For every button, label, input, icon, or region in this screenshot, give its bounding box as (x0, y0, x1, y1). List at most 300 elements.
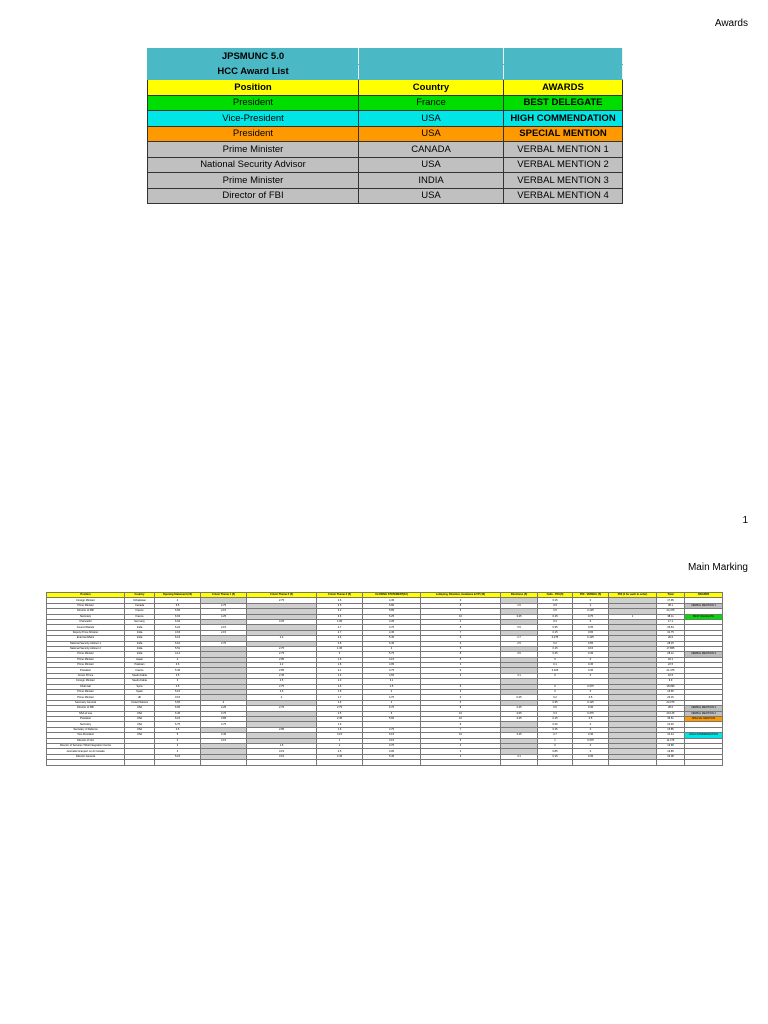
marking-cell: 2.75 (247, 684, 317, 689)
marking-cell: 2.15 (201, 609, 247, 614)
marking-cell: Director of CIA (47, 738, 125, 743)
award-position-cell: Vice-President (148, 111, 359, 127)
marking-cell: India (125, 641, 155, 646)
marking-cell: 0.3 (538, 619, 573, 624)
marking-cell: 2.6 (317, 636, 363, 641)
award-country-cell: USA (359, 111, 504, 127)
marking-cell: Germany (125, 619, 155, 624)
marking-cell: 0.35 (573, 625, 609, 630)
award-row (148, 157, 623, 173)
marking-cell: Council Rebels (47, 625, 125, 630)
award-name-cell: VERBAL MENTION 4 (504, 188, 623, 204)
marking-cell: 2.85 (247, 657, 317, 662)
marking-cell: 3 (421, 754, 501, 759)
marking-cell: 4.95 (363, 663, 421, 668)
award-row (148, 188, 623, 204)
marking-cell: 19.85 (657, 749, 685, 754)
marking-cell: 8 (421, 652, 501, 657)
marking-cell: 3.1 (501, 754, 538, 759)
page-header-awards: Awards (714, 18, 748, 29)
marking-cell: 3 (421, 598, 501, 603)
marking-cell: 1.45 (317, 646, 363, 651)
marking-cell: 0.3 (538, 711, 573, 716)
award-position-cell: President (148, 126, 359, 142)
marking-cell: 8 (421, 625, 501, 630)
marking-col-header: Country (125, 593, 155, 598)
marking-cell: 5 (421, 657, 501, 662)
marking-cell: 1.5 (317, 657, 363, 662)
marking-cell: 28.15 (657, 641, 685, 646)
marking-cell: 23.275 (657, 700, 685, 705)
marking-cell: BEST DELEGATE (685, 614, 723, 619)
marking-cell: 0.45 (573, 706, 609, 711)
marking-cell: 6.5 (155, 603, 201, 608)
marking-cell: 0.25 (501, 695, 538, 700)
marking-cell: 1 (609, 614, 657, 619)
marking-cell: 0.35 (538, 700, 573, 705)
marking-cell: 2.1 (317, 668, 363, 673)
marking-cell: Crown Prince (47, 673, 125, 678)
marking-cell: 3.65 (501, 711, 538, 716)
marking-cell: Prime Minister (47, 695, 125, 700)
marking-cell: 8 (421, 706, 501, 711)
marking-cell: Japan (125, 657, 155, 662)
marking-cell: 4.5 (155, 684, 201, 689)
marking-cell: 18.1 (657, 657, 685, 662)
marking-cell: 10 (421, 711, 501, 716)
marking-cell: 0.75 (573, 614, 609, 619)
marking-cell: 0.375 (573, 711, 609, 716)
marking-cell: 0 (573, 727, 609, 732)
marking-cell: 18.095 (657, 684, 685, 689)
marking-cell: VERBAL MENTION 2 (685, 711, 723, 716)
marking-col-header: Position (47, 593, 125, 598)
marking-cell: 0.5 (573, 716, 609, 721)
marking-cell: 3.5 (501, 652, 538, 657)
award-title-row-2 (148, 64, 623, 80)
marking-cell: 0.5 (573, 695, 609, 700)
marking-cell: 0 (538, 657, 573, 662)
marking-cell: 5.45 (155, 668, 201, 673)
marking-cell: 4.75 (363, 727, 421, 732)
marking-cell: 3.15 (247, 749, 317, 754)
marking-cell: 1.5 (501, 603, 538, 608)
marking-cell: 0.35 (538, 625, 573, 630)
marking-cell: 5 (421, 636, 501, 641)
marking-cell: VERBAL MENTION 3 (685, 652, 723, 657)
award-title-row-1 (148, 49, 623, 65)
marking-cell: 0.375 (573, 738, 609, 743)
marking-cell: India (125, 636, 155, 641)
marking-cell: 4.45 (363, 598, 421, 603)
marking-col-header: AWARDS (685, 593, 723, 598)
marking-cell: 4 (421, 743, 501, 748)
award-position-cell: Prime Minister (148, 142, 359, 158)
marking-cell: 0.125 (573, 700, 609, 705)
marking-cell: 20.15 (657, 695, 685, 700)
marking-cell: 6.65 (155, 609, 201, 614)
marking-cell: 17.865 (657, 646, 685, 651)
marking-cell: 3.25 (247, 619, 317, 624)
marking-cell: National Security Adviser 2 (47, 646, 125, 651)
marking-cell: 31.75 (657, 630, 685, 635)
marking-cell (47, 760, 125, 765)
marking-cell: 6.45 (155, 711, 201, 716)
marking-cell: 2.45 (317, 754, 363, 759)
marking-cell: 3 (155, 738, 201, 743)
marking-cell: 2.75 (201, 641, 247, 646)
marking-cell (573, 760, 609, 765)
marking-cell: 10 (421, 614, 501, 619)
marking-cell: 2.75 (317, 706, 363, 711)
marking-cell: 2 (155, 743, 201, 748)
marking-cell: 3 (155, 749, 201, 754)
marking-cell: 1.3 (317, 679, 363, 684)
marking-cell: 3.15 (247, 754, 317, 759)
marking-cell (501, 760, 538, 765)
marking-cell: 1.6 (317, 700, 363, 705)
marking-cell: 0.45 (573, 652, 609, 657)
award-country-cell: USA (359, 188, 504, 204)
marking-cell: 1.8 (317, 663, 363, 668)
marking-cell: 2.75 (247, 598, 317, 603)
marking-cell: 2.5 (317, 711, 363, 716)
marking-cell: 38.1 (657, 603, 685, 608)
marking-cell: 6 (421, 700, 501, 705)
marking-cell: 17.1 (657, 619, 685, 624)
marking-cell: 0.325 (538, 668, 573, 673)
marking-cell: 6 (421, 641, 501, 646)
marking-cell: 2.7 (317, 625, 363, 630)
marking-cell: 2.45 (247, 673, 317, 678)
marking-cell: HIGH COMMENDATION (685, 733, 723, 738)
marking-cell: 0 (538, 743, 573, 748)
marking-cell: 35.61 (657, 716, 685, 721)
marking-cell: 3.6 (317, 614, 363, 619)
page-number: 1 (742, 515, 748, 526)
marking-cell: 6 (421, 609, 501, 614)
marking-cell: 0.15 (538, 614, 573, 619)
marking-cell: 2.75 (247, 652, 317, 657)
marking-cell: 5.15 (155, 690, 201, 695)
marking-cell: 2.7 (317, 630, 363, 635)
marking-cell: 0.15 (538, 754, 573, 759)
marking-cell: 4.5 (363, 684, 421, 689)
marking-cell: 28.12 (657, 652, 685, 657)
marking-cell: 24.475 (657, 609, 685, 614)
marking-cell: 3.25 (501, 733, 538, 738)
marking-cell: India (125, 630, 155, 635)
award-country-cell: INDIA (359, 173, 504, 189)
marking-cell: 5 (421, 646, 501, 651)
marking-cell: 5 (421, 668, 501, 673)
marking-cell: 4.45 (363, 630, 421, 635)
marking-cell: 2.5 (247, 690, 317, 695)
marking-cell (538, 760, 573, 765)
marking-cell: 2.15 (201, 738, 247, 743)
marking-cell: 4 (363, 690, 421, 695)
marking-col-header: Opening Statement (10) (155, 593, 201, 598)
marking-cell: 0.85 (538, 749, 573, 754)
marking-cell: 0.275 (538, 636, 573, 641)
marking-cell: 2.8 (317, 641, 363, 646)
marking-cell: 0.7 (538, 733, 573, 738)
main-marking-table (46, 592, 723, 766)
marking-cell: 3.75 (363, 743, 421, 748)
marking-cell: 6.15 (155, 636, 201, 641)
marking-cell: United Nations (125, 700, 155, 705)
marking-cell: USA (125, 716, 155, 721)
marking-cell: 3.85 (201, 716, 247, 721)
marking-cell: 7 (421, 630, 501, 635)
marking-cell: 2.25 (201, 706, 247, 711)
marking-cell: 3.1 (501, 673, 538, 678)
marking-cell: 9.9 (657, 679, 685, 684)
marking-cell: 2.15 (201, 630, 247, 635)
award-row (148, 95, 623, 111)
award-name-cell: SPECIAL MENTION (504, 126, 623, 142)
marking-cell: 3 (421, 673, 501, 678)
marking-cell: 2.7 (501, 636, 538, 641)
marking-cell: 2.15 (201, 625, 247, 630)
marking-cell: Secretary (47, 614, 125, 619)
marking-cell: 1.6 (317, 727, 363, 732)
marking-cell: 1.95 (317, 619, 363, 624)
award-col-awards: AWARDS (504, 80, 623, 96)
marking-cell: 16.5 (657, 673, 685, 678)
marking-col-header: Directives (5) (501, 593, 538, 598)
marking-cell: Journalist & Expert on AI Canada (47, 749, 125, 754)
marking-cell: 4 (155, 657, 201, 662)
marking-cell: 0 (573, 598, 609, 603)
marking-cell: 3 (421, 690, 501, 695)
award-name-cell: BEST DELEGATE (504, 95, 623, 111)
marking-cell: 4.75 (363, 668, 421, 673)
page-header-main-marking: Main Marking (687, 562, 748, 573)
marking-cell: 1 (317, 738, 363, 743)
marking-cell: 0 (538, 684, 573, 689)
marking-cell: 4.25 (201, 614, 247, 619)
marking-cell: 0 (538, 690, 573, 695)
marking-cell: 3.5 (317, 603, 363, 608)
marking-cell: 4.65 (363, 673, 421, 678)
marking-cell: Prime Minister (47, 652, 125, 657)
award-name-cell: VERBAL MENTION 1 (504, 142, 623, 158)
marking-cell: 1.7 (317, 695, 363, 700)
award-country-cell: France (359, 95, 504, 111)
marking-cell: 0.45 (538, 727, 573, 732)
marking-col-header: Calls - POI (5) (538, 593, 573, 598)
marking-cell: 5.45 (363, 754, 421, 759)
marking-cell: 1.5 (247, 743, 317, 748)
marking-cell: 5.15 (155, 754, 201, 759)
marking-cell: 3.45 (501, 716, 538, 721)
marking-cell: Deputy Prime Minister (47, 630, 125, 635)
marking-cell: 0.65 (573, 630, 609, 635)
marking-cell: UK (125, 695, 155, 700)
marking-cell: 1.6 (317, 684, 363, 689)
marking-cell: 1.6 (317, 598, 363, 603)
marking-cell (125, 760, 155, 765)
marking-cell: 3 (317, 652, 363, 657)
marking-cell: 23.08 (657, 754, 685, 759)
marking-cell: 3.45 (201, 733, 247, 738)
marking-cell: USA (125, 711, 155, 716)
marking-cell: 2.85 (247, 727, 317, 732)
marking-cell: 0.15 (538, 630, 573, 635)
marking-cell: 8 (421, 722, 501, 727)
marking-cell: 7 (421, 727, 501, 732)
marking-cell (317, 760, 363, 765)
marking-cell: 0.125 (573, 636, 609, 641)
marking-cell: 3.75 (201, 711, 247, 716)
marking-col-header: Lobbying, Directive, Guidance & FP (10) (421, 593, 501, 598)
award-col-position: Position (148, 80, 359, 96)
marking-cell: 0 (573, 722, 609, 727)
marking-cell: Saudi Arabia (125, 679, 155, 684)
marking-cell: 4.75 (363, 695, 421, 700)
marking-cell: 0 (573, 690, 609, 695)
marking-cell: 1.5 (317, 690, 363, 695)
marking-cell: Prime Minister (47, 663, 125, 668)
marking-cell: 0.35 (573, 754, 609, 759)
marking-cell: 13.65 (657, 743, 685, 748)
marking-cell: 2.75 (247, 706, 317, 711)
marking-cell: Secretary General (47, 700, 125, 705)
marking-cell: 11.475 (657, 738, 685, 743)
marking-cell: 0.25 (538, 722, 573, 727)
award-title-line-1: JPSMUNC 5.0 (148, 49, 359, 65)
marking-cell: Prime Minister (47, 603, 125, 608)
award-name-cell: HIGH COMMENDATION (504, 111, 623, 127)
award-title-line-2: HCC Award List (148, 64, 359, 80)
marking-cell: 2 (247, 695, 317, 700)
marking-cell: 6.65 (155, 700, 201, 705)
marking-cell: 4.5 (155, 727, 201, 732)
marking-cell: 3.25 (501, 614, 538, 619)
marking-cell: 3.6 (155, 663, 201, 668)
award-name-cell: VERBAL MENTION 3 (504, 173, 623, 189)
marking-cell (363, 760, 421, 765)
marking-cell: 4.63 (155, 630, 201, 635)
marking-cell: VERBAL MENTION 1 (685, 603, 723, 608)
marking-cell: 2.25 (501, 706, 538, 711)
marking-cell: 3 (421, 663, 501, 668)
marking-cell: Secretary (47, 722, 125, 727)
marking-cell: External Affairs (47, 636, 125, 641)
marking-cell: Prime Minister (47, 690, 125, 695)
marking-cell: 5.51 (155, 646, 201, 651)
marking-cell: 21.475 (657, 668, 685, 673)
marking-cell: USA (125, 722, 155, 727)
marking-cell: Spain (125, 690, 155, 695)
award-col-country: Country (359, 80, 504, 96)
marking-cell: 16.65 (657, 690, 685, 695)
marking-cell: France (125, 668, 155, 673)
marking-cell: 6.75 (363, 706, 421, 711)
marking-cell: 29.125 (657, 711, 685, 716)
marking-cell: 17.95 (657, 598, 685, 603)
marking-cell: 31.44 (657, 733, 685, 738)
award-position-cell: Director of FBI (148, 188, 359, 204)
marking-cell (247, 760, 317, 765)
marking-cell: 0 (538, 673, 573, 678)
award-position-cell: Prime Minister (148, 173, 359, 189)
marking-cell: 6.61 (155, 641, 201, 646)
marking-cell: 10 (421, 716, 501, 721)
marking-cell (657, 760, 685, 765)
marking-cell: 15.85 (657, 727, 685, 732)
marking-cell: 1 (538, 738, 573, 743)
marking-row (47, 760, 723, 765)
marking-cell (609, 760, 657, 765)
marking-cell: 4.15 (363, 657, 421, 662)
marking-cell: 4.75 (363, 625, 421, 630)
marking-cell: 38.11 (657, 614, 685, 619)
marking-cell: Syria (125, 684, 155, 689)
marking-cell: 6.86 (363, 603, 421, 608)
marking-cell: 2.2 (247, 663, 317, 668)
marking-cell: 6 (363, 711, 421, 716)
marking-cell: 0 (573, 673, 609, 678)
marking-cell: President (47, 668, 125, 673)
marking-cell: 2.2 (247, 636, 317, 641)
award-name-cell: VERBAL MENTION 2 (504, 157, 623, 173)
marking-cell: 5.75 (363, 652, 421, 657)
marking-cell: 0.45 (573, 733, 609, 738)
marking-cell: 1.6 (317, 722, 363, 727)
marking-cell: 0.5 (501, 625, 538, 630)
marking-cell: USA (125, 733, 155, 738)
marking-cell: 4 (155, 598, 201, 603)
marking-cell: India (125, 625, 155, 630)
award-position-cell: National Security Advisor (148, 157, 359, 173)
award-row (148, 142, 623, 158)
marking-cell: 22.45 (657, 722, 685, 727)
marking-cell: 0.2 (538, 641, 573, 646)
award-row (148, 126, 623, 142)
marking-col-header: CLOSING STATEMENT(10) (363, 593, 421, 598)
marking-cell: 0.2 (538, 695, 573, 700)
marking-cell: 6.15 (155, 716, 201, 721)
marking-cell: 0 (573, 619, 609, 624)
marking-cell: 3.15 (317, 733, 363, 738)
marking-cell: 2.75 (247, 646, 317, 651)
marking-cell: 3 (421, 695, 501, 700)
award-country-cell: CANADA (359, 142, 504, 158)
marking-cell: 6.45 (363, 641, 421, 646)
marking-cell: Chairman (47, 684, 125, 689)
award-row (148, 173, 623, 189)
marking-cell: 4 (201, 700, 247, 705)
marking-cell: 0.45 (538, 652, 573, 657)
marking-cell: France (125, 614, 155, 619)
award-country-cell: USA (359, 126, 504, 142)
marking-cell: 2.5 (317, 749, 363, 754)
marking-cell: 28.6 (657, 706, 685, 711)
marking-cell: 0 (573, 603, 609, 608)
marking-cell: 1 (317, 743, 363, 748)
marking-cell: 6.25 (363, 614, 421, 619)
marking-cell: Vice-President (47, 733, 125, 738)
marking-cell: 3.1 (363, 679, 421, 684)
marking-cell (421, 760, 501, 765)
marking-cell: USA (125, 727, 155, 732)
marking-cell: Pakistan (125, 663, 155, 668)
marking-cell: 0.125 (573, 609, 609, 614)
marking-cell: 6.63 (155, 614, 201, 619)
marking-cell: 4.95 (363, 749, 421, 754)
